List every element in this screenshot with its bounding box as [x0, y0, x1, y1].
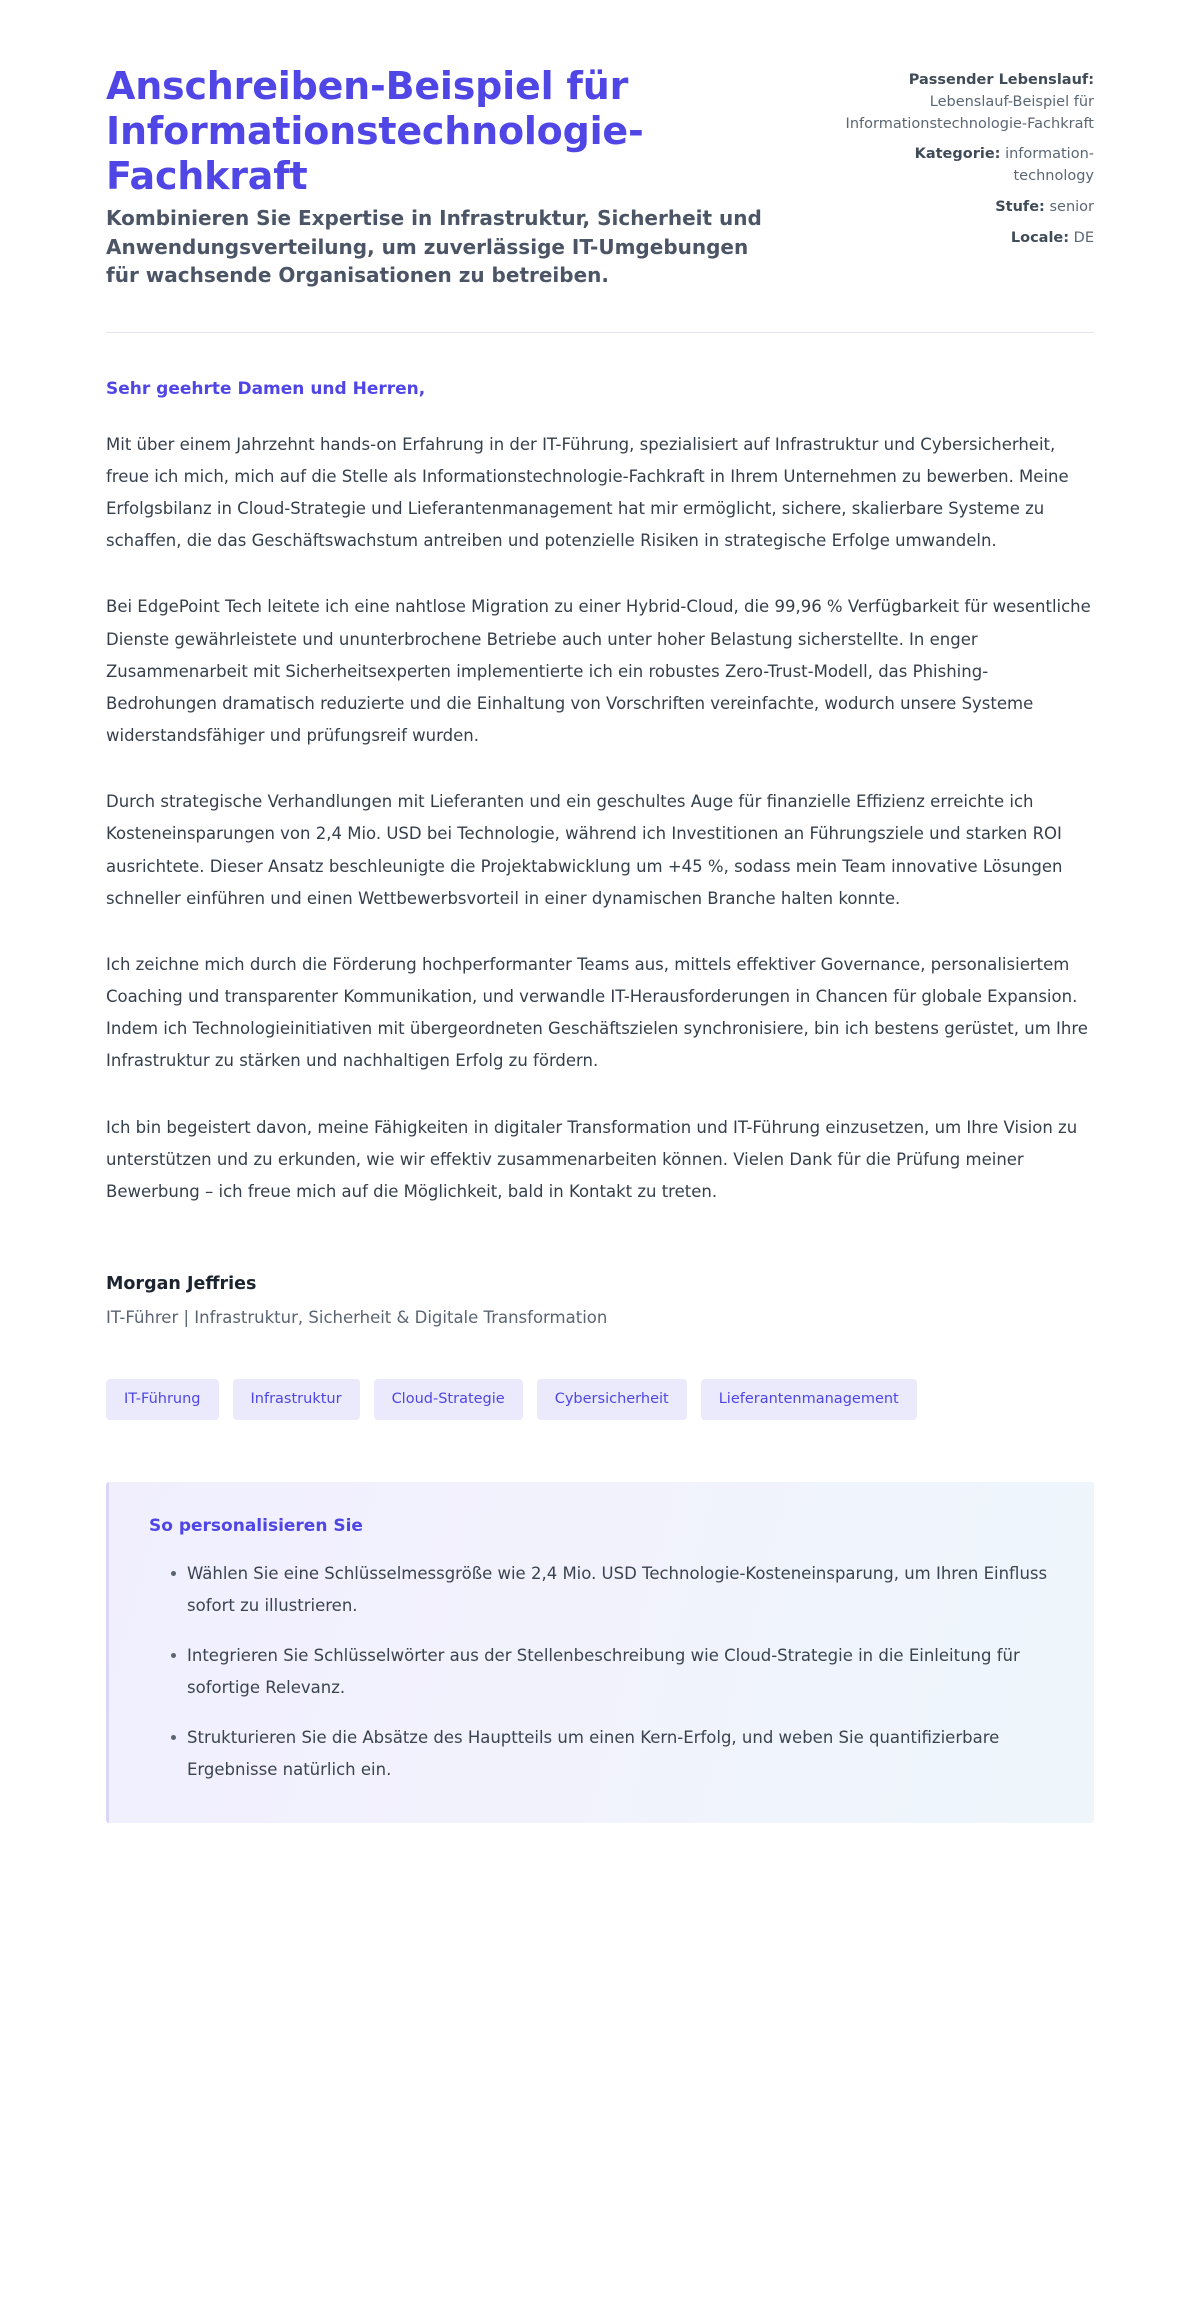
- signature-name: Morgan Jeffries: [106, 1274, 257, 1295]
- metadata-panel: [844, 64, 1094, 249]
- meta-value-category: information-technology: [1005, 146, 1094, 184]
- meta-row-matching-resume: [844, 70, 1094, 135]
- signature-block: [106, 1274, 1094, 1327]
- letter-paragraph: Bei EdgePoint Tech leitete ich eine nahtlose Migration zu einer Hybrid-Cloud, die 99,96 % Verfügbarkeit für wesentliche Dienste gewährleistete und ununterbrochene Betriebe auch unter hoher Belastung sicherstellte. In enger Zusammenarbeit mit Sicherheitsexperten implementierte ich ein robustes Zero-Trust-Modell, das Phishing-Bedrohungen dramatisch reduzierte und die Einhaltung von Vorschriften vereinfachte, wodurch unsere Systeme widerstandsfähiger und prüfungsreif wurden.: [106, 597, 1091, 746]
- letter-paragraph: Mit über einem Jahrzehnt hands-on Erfahrung in der IT-Führung, spezialisiert auf Infrastruktur und Cybersicherheit, freue ich mich, mich auf die Stelle als Informationstechnologie-Fachkraft in Ihrem Unternehmen zu bewerben. Meine Erfolgsbilanz in Cloud-Strategie und Lieferantenmanagement hat mir ermöglicht, sichere, skalierbare Systeme zu schaffen, die das Geschäftswachstum antreiben und potenzielle Risiken in strategische Erfolge umwandeln.: [106, 434, 1069, 551]
- meta-value-level: senior: [1049, 198, 1094, 215]
- callout-title: So personalisieren Sie: [149, 1515, 363, 1536]
- salutation: Sehr geehrte Damen und Herren,: [106, 378, 426, 399]
- tag-chip[interactable]: Cloud-Strategie: [374, 1379, 523, 1420]
- page-subtitle: Kombinieren Sie Expertise in Infrastruktur, Sicherheit und Anwendungsverteilung, um zuverlässige IT-Umgebungen für wachsende Organisationen zu betreiben.: [106, 206, 762, 288]
- callout-list: [149, 1558, 1054, 1787]
- meta-label-level: Stufe:: [995, 198, 1045, 215]
- meta-row-level: [844, 197, 1094, 219]
- letter-paragraph: Ich bin begeistert davon, meine Fähigkeiten in digitaler Transformation und IT-Führung einzusetzen, um Ihre Vision zu unterstützen und zu erkunden, wie wir effektiv zusammenarbeiten können. Vielen Dank für die Prüfung meiner Bewerbung – ich freue mich auf die Möglichkeit, bald in Kontakt zu treten.: [106, 1117, 1078, 1201]
- callout-list-item: Wählen Sie eine Schlüsselmessgröße wie 2,4 Mio. USD Technologie-Kosteneinsparung, um Ihren Einfluss sofort zu illustrieren.: [171, 1558, 1054, 1622]
- letter-paragraph: Durch strategische Verhandlungen mit Lieferanten und ein geschultes Auge für finanzielle Effizienz erreichte ich Kosteneinsparungen von 2,4 Mio. USD bei Technologie, während ich Investitionen an Führungsziele und starken ROI ausrichtete. Dieser Ansatz beschleunigte die Projektabwicklung um +45 %, sodass mein Team innovative Lösungen schneller einführen und einen Wettbewerbsvorteil in einer dynamischen Branche halten konnte.: [106, 792, 1063, 908]
- callout-list-item: Strukturieren Sie die Absätze des Hauptteils um einen Kern-Erfolg, und weben Sie quantifizierbare Ergebnisse natürlich ein.: [171, 1722, 1054, 1786]
- tag-chip[interactable]: Cybersicherheit: [537, 1379, 687, 1420]
- meta-label-matching-resume: Passender Lebenslauf:: [908, 72, 1094, 88]
- tag-chip[interactable]: Infrastruktur: [233, 1379, 360, 1420]
- tag-list: [106, 1379, 1094, 1420]
- tag-chip[interactable]: IT-Führung: [106, 1379, 219, 1420]
- meta-value-locale: DE: [1073, 229, 1094, 246]
- meta-row-locale: [844, 228, 1094, 250]
- meta-value-matching-resume: Lebenslauf-Beispiel für Informationstechnologie-Fachkraft: [845, 93, 1094, 132]
- callout-list-item: Integrieren Sie Schlüsselwörter aus der Stellenbeschreibung wie Cloud-Strategie in die Einleitung für sofortige Relevanz.: [171, 1640, 1054, 1704]
- tag-chip[interactable]: Lieferantenmanagement: [701, 1379, 917, 1420]
- meta-row-category: [844, 144, 1094, 188]
- meta-label-category: Kategorie:: [914, 146, 1001, 163]
- signature-role: IT-Führer | Infrastruktur, Sicherheit & Digitale Transformation: [106, 1308, 608, 1328]
- page-title: Anschreiben-Beispiel für Informationstechnologie-Fachkraft: [106, 64, 644, 198]
- letter-body: [106, 333, 1094, 1208]
- personalization-callout: [106, 1482, 1094, 1823]
- header-title-block: [106, 64, 766, 290]
- document-header: [106, 44, 1094, 290]
- letter-paragraph: Ich zeichne mich durch die Förderung hochperformanter Teams aus, mittels effektiver Governance, personalisiertem Coaching und transparenter Kommunikation, und verwandle IT-Herausforderungen in Chancen für globale Expansion. Indem ich Technologieinitiativen mit übergeordneten Geschäftszielen synchronisiere, bin ich bestens gerüstet, um Ihre Infrastruktur zu stärken und nachhaltigen Erfolg zu fördern.: [106, 954, 1088, 1071]
- meta-label-locale: Locale:: [1010, 229, 1070, 246]
